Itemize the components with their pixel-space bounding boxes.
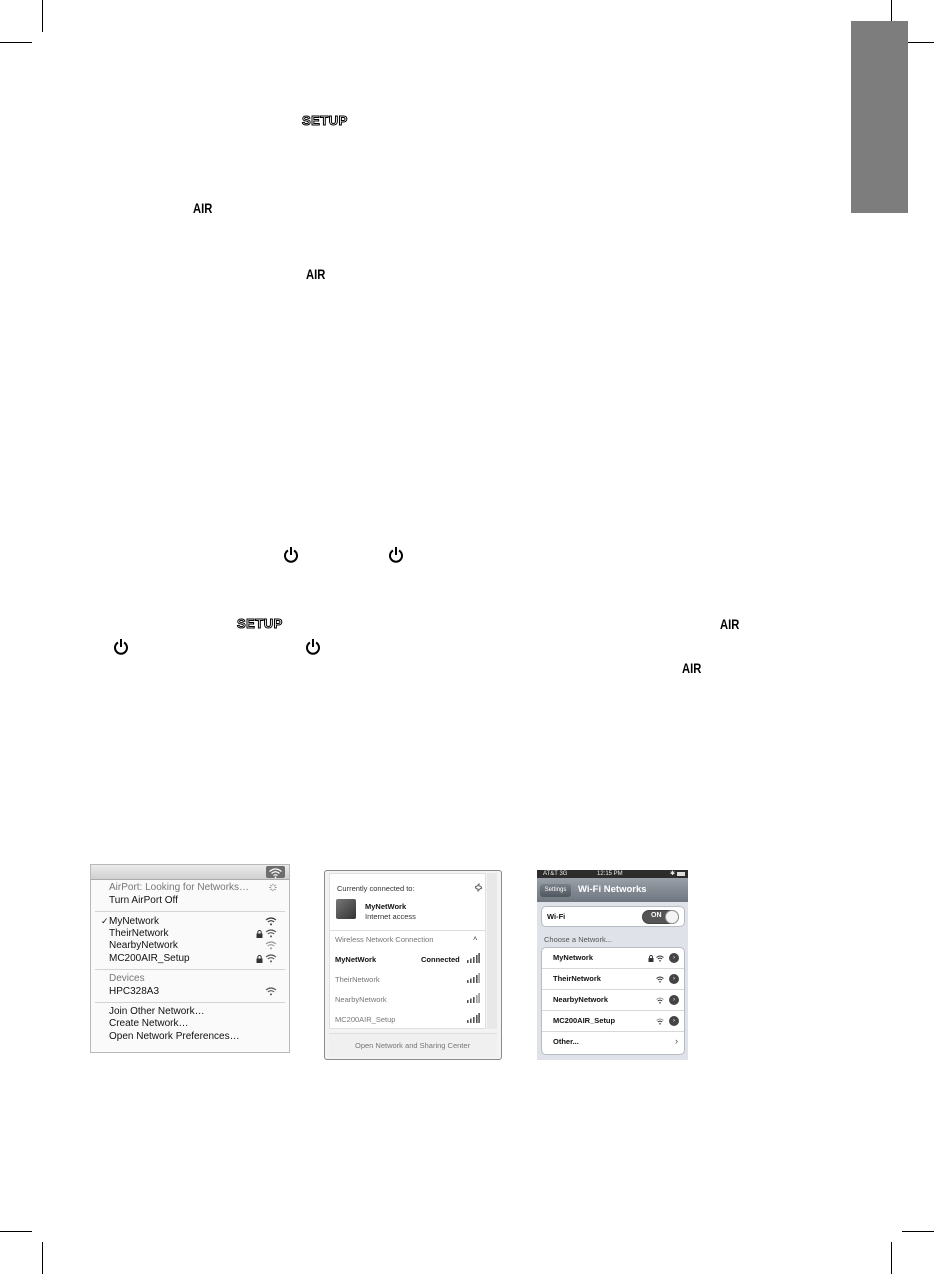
setup-button-glyph: SETUP [237,616,283,631]
signal-strength-icon [466,993,480,1003]
air-button-glyph: AIR [720,616,740,632]
wifi-icon [265,941,277,950]
wifi-toggle-cell [542,907,684,928]
toggle-knob [665,910,679,924]
chevron-right-icon: › [675,1036,678,1046]
lock-icon [256,930,263,938]
computer-icon [336,899,356,919]
check-icon: ✓ [101,916,109,926]
windows-network-panel [324,870,502,1060]
lock-icon [256,955,263,963]
toggle-state-label: ON [651,912,662,919]
connected-network-name: MyNetWork [365,902,407,911]
device-item-hpc328a3[interactable]: HPC328A3 [109,986,160,997]
detail-disclosure-icon[interactable]: › [669,995,679,1005]
wifi-icon [265,917,277,926]
battery-icon [677,872,685,876]
wifi-label: Wi-Fi [547,912,566,921]
detail-disclosure-icon[interactable]: › [669,953,679,963]
page-title: Wi-Fi Networks [578,884,647,895]
wifi-icon [265,987,277,996]
lock-icon [648,955,654,962]
network-name: NearbyNetwork [553,995,609,1004]
signal-strength-icon [466,953,480,963]
power-icon [305,638,321,656]
menu-bar [91,865,289,880]
network-item-nearbynetwork[interactable]: NearbyNetwork [109,940,178,951]
setup-button-glyph: SETUP [302,113,348,128]
crop-mark [0,1231,32,1232]
connection-status: Internet access [365,912,416,921]
panel-footer [329,1033,497,1057]
network-name: TheirNetwork [553,974,601,983]
network-cell-mynetwork[interactable] [542,948,684,969]
power-icon [113,638,129,656]
section-title: Wireless Network Connection [335,935,434,944]
wifi-toggle-switch[interactable] [642,910,679,924]
divider [330,930,485,931]
wifi-toggle-group [541,906,685,927]
airport-menu-button[interactable] [266,866,285,878]
bluetooth-icon: ✱ [670,871,676,877]
network-list-group [541,947,685,1055]
spinner-icon [267,883,279,892]
network-cell-other[interactable] [542,1032,684,1054]
status-bar [537,870,688,878]
network-row-mynetwork[interactable]: MyNetWork [335,955,377,964]
wifi-icon [266,867,285,879]
network-cell-nearbynetwork[interactable] [542,990,684,1011]
network-row-mc200air-setup[interactable]: MC200AIR_Setup [335,1015,396,1024]
air-button-glyph: AIR [682,660,702,676]
network-item-theirnetwork[interactable]: TheirNetwork [109,928,169,939]
crop-mark [902,1231,934,1232]
network-cell-theirnetwork[interactable] [542,969,684,990]
network-row-nearbynetwork[interactable]: NearbyNetwork [335,995,387,1004]
air-button-glyph: AIR [193,200,213,216]
section-tab [851,21,908,213]
iphone-wifi-screen [537,870,688,1060]
detail-disclosure-icon[interactable]: › [669,974,679,984]
scrollbar[interactable] [487,873,497,1029]
network-name: MyNetwork [553,953,594,962]
power-icon [283,546,299,564]
wifi-icon [265,954,277,963]
menu-separator [95,911,285,912]
airport-status: AirPort: Looking for Networks… [109,882,250,893]
signal-strength-icon [466,973,480,983]
other-network-label: Other... [553,1037,579,1046]
choose-network-header: Choose a Network... [544,935,612,944]
network-name: MC200AIR_Setup [553,1016,616,1025]
wifi-icon [656,997,664,1004]
network-row-status: Connected [421,955,460,964]
crop-mark [42,0,43,32]
join-other-network-item[interactable]: Join Other Network… [109,1006,205,1017]
clock-label: 12:15 PM [597,871,623,877]
power-icon [388,546,404,564]
settings-back-button[interactable]: Settings [540,884,571,897]
crop-mark [0,42,32,43]
wifi-icon [656,955,664,962]
network-list-pane [329,873,486,1029]
connected-header: Currently connected to: [337,884,415,893]
crop-mark [42,1242,43,1274]
detail-disclosure-icon[interactable]: › [669,1016,679,1026]
open-network-sharing-center-link[interactable]: Open Network and Sharing Center [355,1041,471,1050]
air-button-glyph: AIR [306,266,326,282]
menu-separator [95,969,285,970]
network-row-theirnetwork[interactable]: TheirNetwork [335,975,380,984]
carrier-label: AT&T 3G [543,871,568,877]
wifi-icon [265,929,277,938]
turn-airport-off-item[interactable]: Turn AirPort Off [109,895,178,906]
wifi-icon [656,1018,664,1025]
navigation-bar [537,878,688,902]
network-item-mynetwork[interactable]: MyNetwork [109,916,160,927]
network-item-mc200air-setup[interactable]: MC200AIR_Setup [109,953,190,964]
mac-airport-menu [90,864,290,1053]
crop-mark [891,1242,892,1274]
refresh-icon[interactable] [474,883,483,892]
signal-strength-icon [466,1013,480,1023]
create-network-item[interactable]: Create Network… [109,1018,189,1029]
network-cell-mc200air-setup[interactable] [542,1011,684,1032]
devices-header: Devices [109,973,145,984]
wifi-icon [656,976,664,983]
menu-separator [95,1002,285,1003]
open-network-preferences-item[interactable]: Open Network Preferences… [109,1031,240,1042]
collapse-icon[interactable]: ˄ [473,934,478,943]
